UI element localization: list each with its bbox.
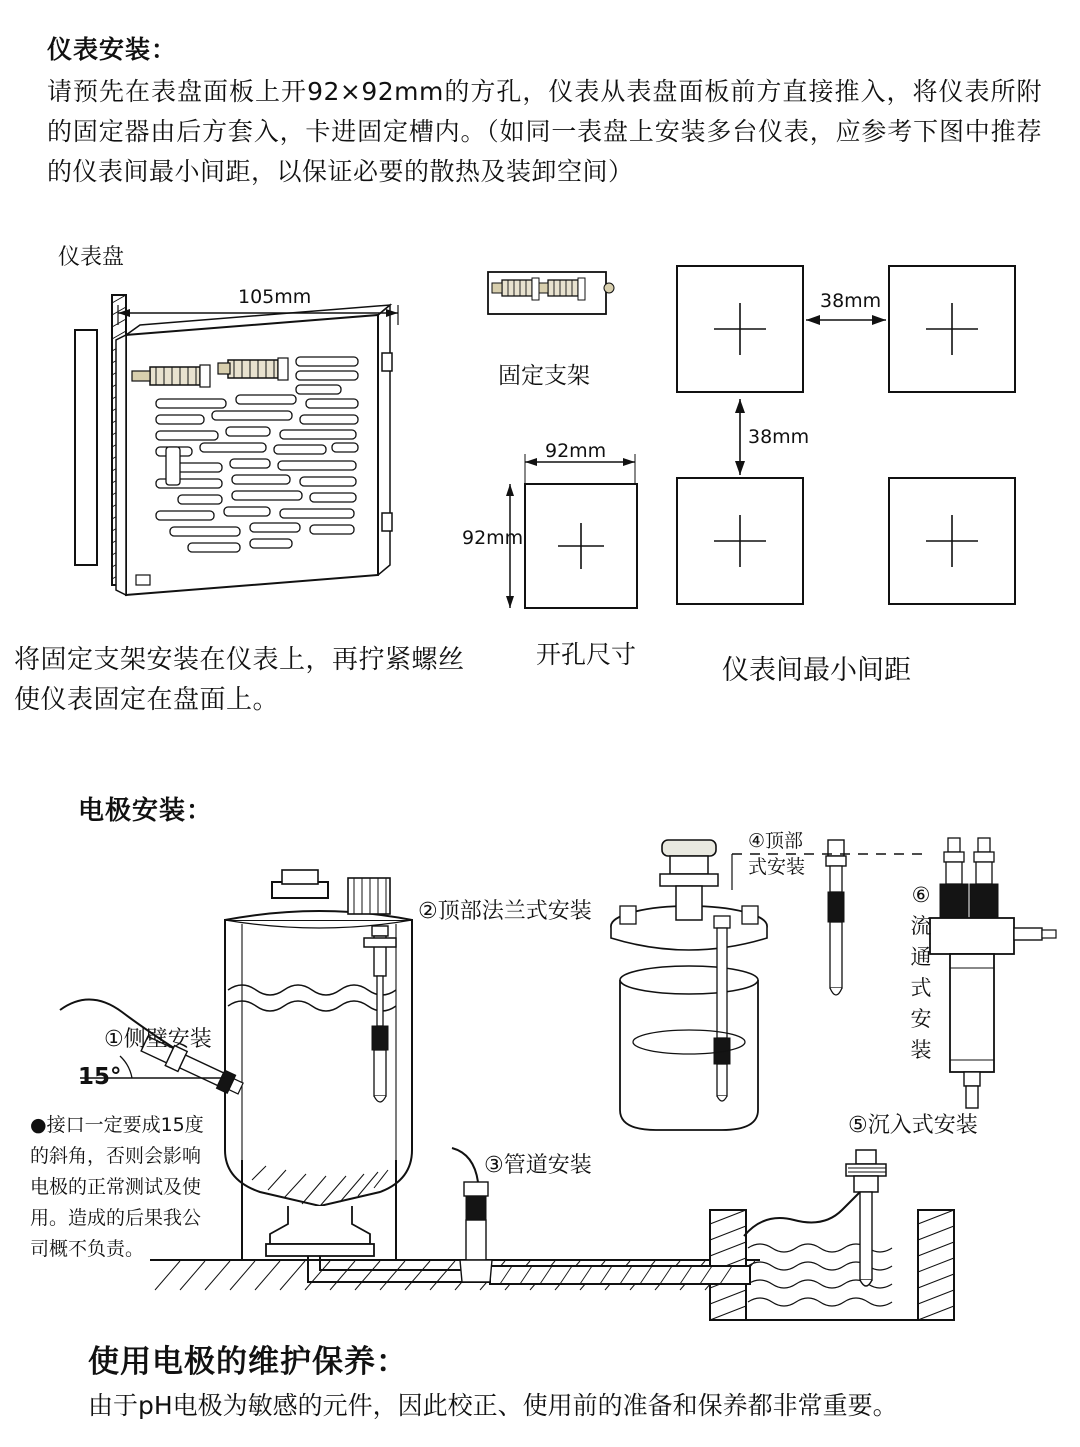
panel-label: 仪表盘 [58, 245, 125, 270]
meter-install-paragraph: 请预先在表盘面板上开92×92mm的方孔，仪表从表盘面板前方直接推入，将仪表所附的固定器由后方套入，卡进固定槽内。（如同一表盘上安装多台仪表，应参考下图中推荐的仪表间最小间距，以保证必要的散热及装卸空间） [47, 77, 1042, 186]
electrode-install-title: 电极安装： [78, 796, 214, 826]
callout-6-line-2: 通 [910, 945, 932, 969]
warning-line-3: 用。造成的后果我公 [30, 1207, 202, 1229]
callout-6-line-4: 安 [910, 1007, 932, 1031]
dimension-105mm: 105mm [238, 286, 312, 308]
callout-6-line-1: 流 [910, 914, 932, 938]
warning-line-4: 司概不负责。 [30, 1238, 145, 1260]
callout-4-label-line1: ④顶部 [748, 830, 804, 852]
bracket-drawing [470, 262, 630, 332]
gap-horizontal-label: 38mm [820, 290, 882, 312]
meter-install-title: 仪表安装： [47, 35, 178, 64]
spacing-caption: 仪表间最小间距 [722, 655, 911, 686]
warning-line-2: 电极的正常测试及使 [30, 1176, 202, 1198]
callout-6-line-5: 装 [910, 1038, 932, 1062]
warning-line-1: 的斜角，否则会影响 [30, 1145, 202, 1167]
electrode-warning [30, 1110, 230, 1265]
gap-horizontal-arrow [800, 310, 892, 330]
cutout-height-label: 92mm [462, 527, 524, 549]
gap-vertical-arrow [730, 395, 750, 479]
callout-1-label: ①侧壁安装 [104, 1027, 212, 1052]
spacing-square-4 [888, 477, 1016, 605]
callout-6-label [908, 880, 934, 1066]
spacing-square-1 [676, 265, 804, 393]
warning-line-0: ●接口一定要成15度 [30, 1114, 204, 1136]
spacing-square-3 [676, 477, 804, 605]
callout-6-line-3: 式 [910, 976, 932, 1000]
cutout-width-label: 92mm [545, 440, 607, 462]
gap-vertical-label: 38mm [748, 426, 810, 448]
spacing-square-2 [888, 265, 1016, 393]
maintenance-title: 使用电极的维护保养： [88, 1344, 408, 1380]
callout-2-label: ②顶部法兰式安装 [418, 899, 592, 924]
callout-6-line-0: ⑥ [911, 883, 931, 907]
meter-drawing [60, 275, 410, 625]
cutout-caption: 开孔尺寸 [536, 640, 637, 669]
meter-install-note: 将固定支架安装在仪表上，再拧紧螺丝使仪表固定在盘面上。 [14, 645, 465, 715]
bracket-label: 固定支架 [498, 363, 590, 389]
angle-label: 15° [78, 1064, 122, 1090]
callout-5-label: ⑤沉入式安装 [848, 1113, 978, 1138]
maintenance-paragraph: 由于pH电极为敏感的元件，因此校正、使用前的准备和保养都非常重要。 [88, 1391, 898, 1420]
callout-4-label-line2: 式安装 [748, 856, 806, 878]
callout-3-label: ③管道安装 [484, 1153, 592, 1178]
